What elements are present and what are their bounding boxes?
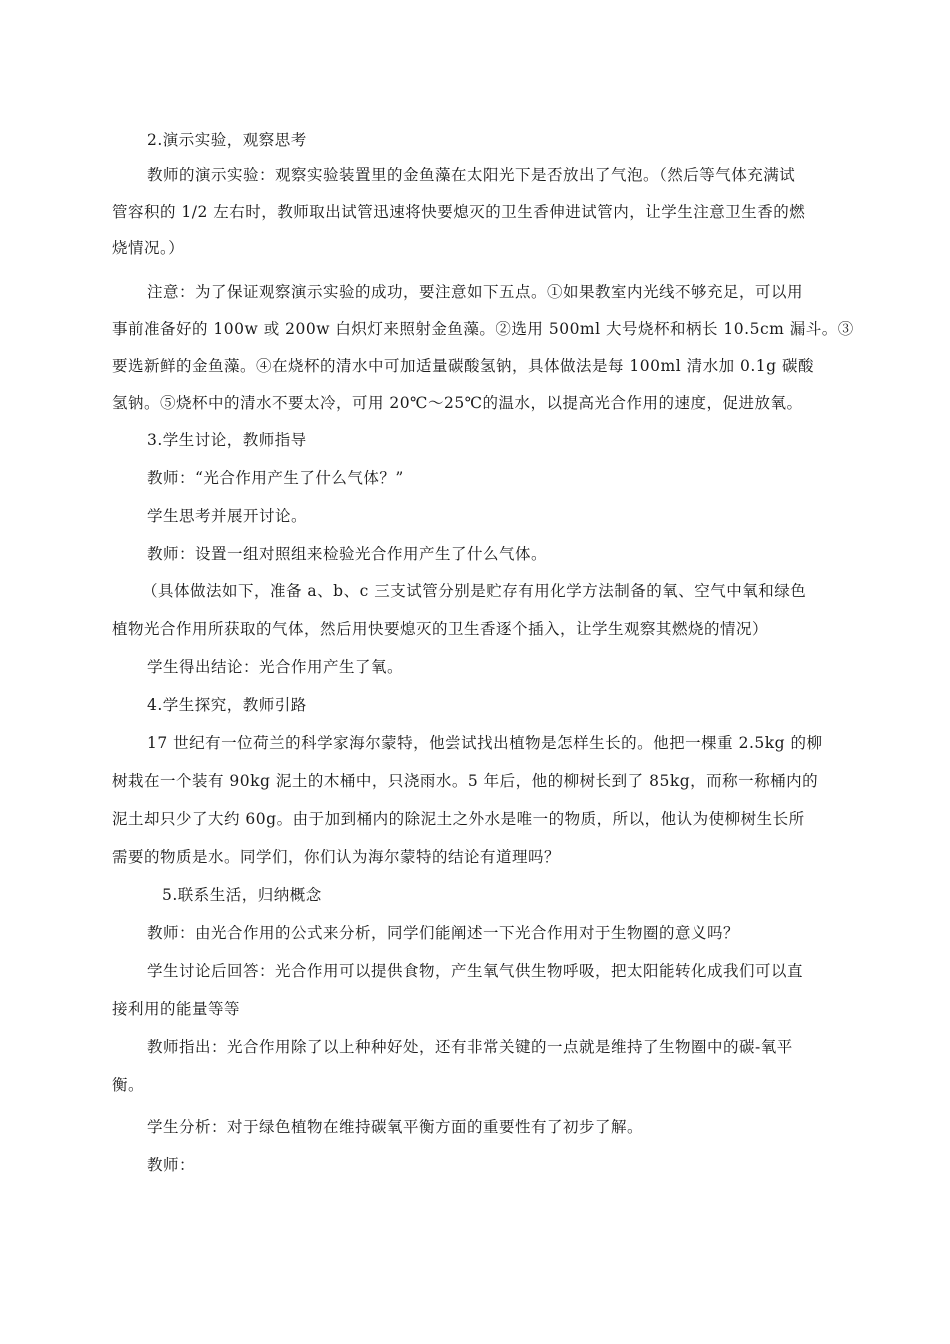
- paragraph-line: 氢钠。⑤烧杯中的清水不要太冷，可用 20℃～25℃的温水，以提高光合作用的速度，促进放氧。: [112, 394, 803, 412]
- paragraph-line: （具体做法如下，准备 a、b、c 三支试管分别是贮存有用化学方法制备的氧、空气中氧和绿色: [142, 582, 807, 600]
- section-heading-student-discussion: 3.学生讨论，教师指导: [147, 431, 307, 449]
- paragraph-line: 17 世纪有一位荷兰的科学家海尔蒙特，他尝试找出植物是怎样生长的。他把一棵重 2.5kg 的柳: [147, 734, 823, 752]
- paragraph-line: 教师指出：光合作用除了以上种种好处，还有非常关键的一点就是维持了生物圈中的碳-氧平: [147, 1038, 793, 1056]
- paragraph-line: 要选新鲜的金鱼藻。④在烧杯的清水中可加适量碳酸氢钠，具体做法是每 100ml 清水加 0.1g 碳酸: [112, 357, 815, 375]
- paragraph-line: 教师的演示实验：观察实验装置里的金鱼藻在太阳光下是否放出了气泡。（然后等气体充满试: [147, 166, 796, 184]
- section-heading-student-inquiry: 4.学生探究，教师引路: [147, 696, 307, 714]
- paragraph-line: 泥土却只少了大约 60g。由于加到桶内的除泥土之外水是唯一的物质，所以，他认为使柳树生长所: [112, 810, 805, 828]
- paragraph-line: 教师：设置一组对照组来检验光合作用产生了什么气体。: [147, 545, 548, 563]
- paragraph-line: 教师：由光合作用的公式来分析，同学们能阐述一下光合作用对于生物圈的意义吗？: [147, 924, 740, 942]
- section-heading-demo-experiment: 2.演示实验，观察思考: [147, 131, 307, 149]
- paragraph-line: 学生讨论后回答：光合作用可以提供食物，产生氧气供生物呼吸，把太阳能转化成我们可以直: [147, 962, 804, 980]
- paragraph-line: 管容积的 1/2 左右时，教师取出试管迅速将快要熄灭的卫生香伸进试管内，让学生注意卫生香的燃: [112, 203, 806, 221]
- section-heading-connect-life: 5.联系生活，归纳概念: [162, 886, 322, 904]
- paragraph-line: 注意：为了保证观察演示实验的成功，要注意如下五点。①如果教室内光线不够充足，可以用: [147, 283, 804, 301]
- paragraph-line: 植物光合作用所获取的气体，然后用快要熄灭的卫生香逐个插入，让学生观察其燃烧的情况）: [112, 620, 769, 638]
- paragraph-line: 树栽在一个装有 90kg 泥土的木桶中，只浇雨水。5 年后，他的柳树长到了 85kg，而称一称桶内的: [112, 772, 819, 790]
- paragraph-line: 教师：: [147, 1156, 196, 1174]
- paragraph-line: 学生思考并展开讨论。: [147, 507, 308, 525]
- paragraph-line: 教师：“光合作用产生了什么气体？”: [147, 469, 404, 487]
- paragraph-line: 烧情况。）: [112, 239, 185, 257]
- paragraph-line: 衡。: [112, 1076, 145, 1094]
- paragraph-line: 学生分析：对于绿色植物在维持碳氧平衡方面的重要性有了初步了解。: [147, 1118, 644, 1136]
- paragraph-line: 事前准备好的 100w 或 200w 白炽灯来照射金鱼藻。②选用 500ml 大号烧杯和柄长 10.5cm 漏斗。③: [112, 320, 854, 338]
- paragraph-line: 接利用的能量等等: [112, 1000, 241, 1018]
- paragraph-line: 需要的物质是水。同学们，你们认为海尔蒙特的结论有道理吗？: [112, 848, 561, 866]
- paragraph-line: 学生得出结论：光合作用产生了氧。: [147, 658, 404, 676]
